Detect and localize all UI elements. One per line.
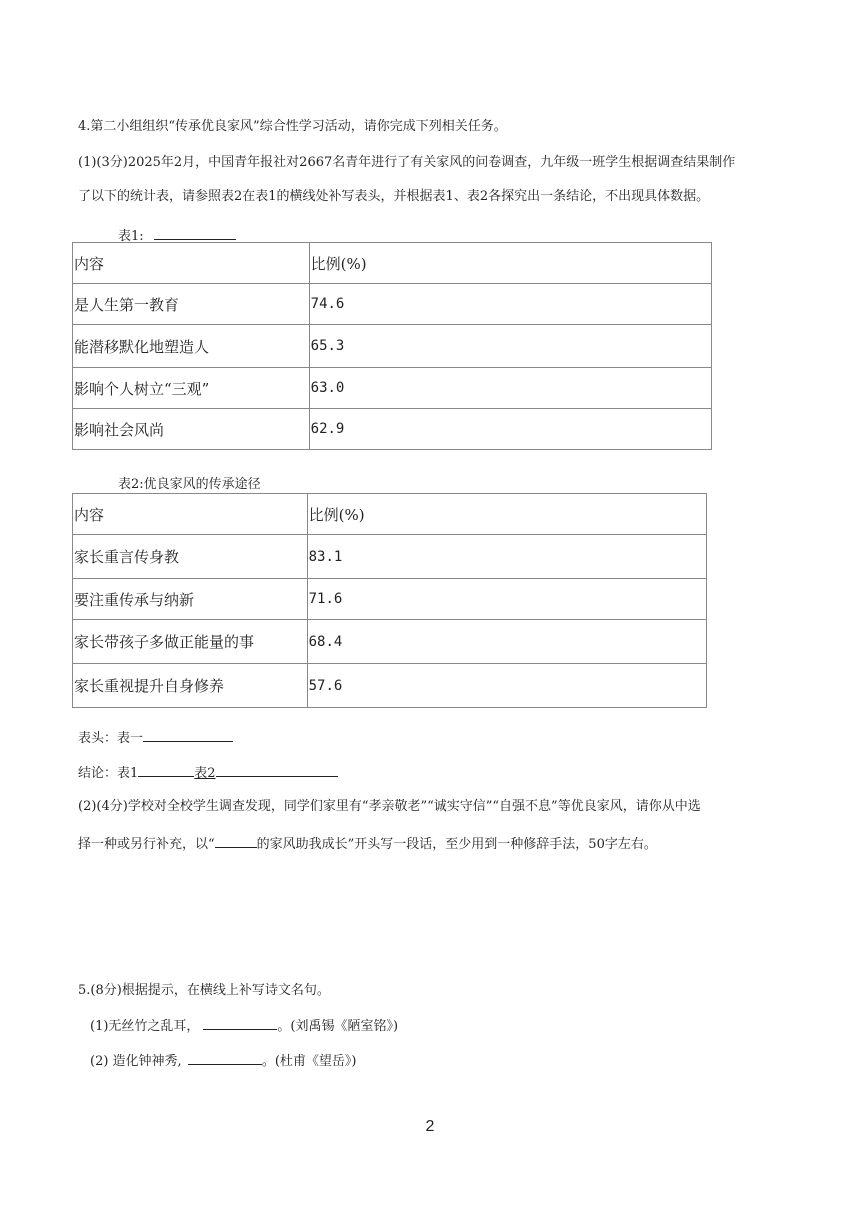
table1: [72, 242, 712, 450]
q4-part2-line1: (2)(4分)学校对全校学生调查发现，同学们家里有“孝亲敬老”“诚实守信”“自强不息”等优良家风，请你从中选: [78, 799, 701, 814]
table1-header-ratio: 比例(%): [309, 243, 711, 284]
q5-intro: 5.(8分)根据提示，在横线上补写诗文名句。: [78, 983, 330, 998]
q5-item2-blank[interactable]: [188, 1051, 262, 1065]
table1-cell-content: 能潜移默化地塑造人: [73, 325, 310, 368]
family-style-blank[interactable]: [215, 834, 257, 848]
table2-cell-content: 要注重传承与纳新: [73, 579, 308, 620]
answer-conclusion-row: [78, 763, 338, 783]
table-row: [73, 620, 707, 664]
table-row: [73, 368, 712, 409]
q4-part1-line1: (1)(3分)2025年2月，中国青年报社对2667名青年进行了有关家风的问卷调查，九年级一班学生根据调查结果制作: [78, 155, 736, 170]
table1-caption: 表1:: [118, 229, 144, 244]
q4-part1-line2: 了以下的统计表，请参照表2在表1的横线处补写表头，并根据表1、表2各探究出一条结论，不出现具体数据。: [78, 189, 710, 204]
table2-cell-content: 家长重视提升自身修养: [73, 664, 308, 708]
q5-item2-pre: (2) 造化钟神秀,: [90, 1054, 186, 1069]
table2-cell-ratio: 57.6: [307, 664, 706, 708]
table2-header-ratio: 比例(%): [307, 494, 706, 535]
table2-cell-ratio: 83.1: [307, 535, 706, 579]
table-row: [73, 284, 712, 325]
table1-cell-ratio: 63.0: [309, 368, 711, 409]
table2-cell-content: 家长重言传身教: [73, 535, 308, 579]
q5-item2: [90, 1051, 356, 1071]
q5-item1: [90, 1016, 398, 1036]
table1-cell-ratio: 74.6: [309, 284, 711, 325]
q4-part2-line2-pre: 择一种或另行补充，以“: [78, 837, 215, 852]
table2-caption: 表2:优良家风的传承途径: [118, 477, 261, 492]
table2-cell-ratio: 68.4: [307, 620, 706, 664]
table-row: [73, 579, 707, 620]
table1-header-content: 内容: [73, 243, 310, 284]
table1-cell-ratio: 62.9: [309, 409, 711, 450]
answer-conclusion-table2: 表2: [194, 766, 216, 781]
table2-header-content: 内容: [73, 494, 308, 535]
table-row: [73, 409, 712, 450]
table2-header-row: [73, 494, 707, 535]
table1-caption-blank[interactable]: [154, 226, 236, 240]
q5-item1-post: 。(刘禹锡《陋室铭》): [277, 1019, 399, 1034]
q5-item2-post: 。(杜甫《望岳》): [261, 1054, 357, 1069]
table-row: [73, 664, 707, 708]
answer-header-row: [78, 728, 233, 748]
table2-cell-content: 家长带孩子多做正能量的事: [73, 620, 308, 664]
table1-cell-ratio: 65.3: [309, 325, 711, 368]
answer-conclusion-label: 结论：表1: [78, 766, 139, 781]
page-number: 2: [425, 1118, 435, 1135]
table2-cell-ratio: 71.6: [307, 579, 706, 620]
table1-cell-content: 影响社会风尚: [73, 409, 310, 450]
table1-cell-content: 影响个人树立“三观”: [73, 368, 310, 409]
conclusion-table1-blank[interactable]: [138, 763, 194, 777]
q4-part2-line2: [78, 834, 657, 854]
table2: [72, 493, 707, 708]
table-row: [73, 325, 712, 368]
answer-header-blank[interactable]: [143, 728, 233, 742]
q4-part2-line2-post: 的家风助我成长”开头写一段话，至少用到一种修辞手法，50字左右。: [256, 837, 657, 852]
table1-cell-content: 是人生第一教育: [73, 284, 310, 325]
q4-intro: 4.第二小组组织“传承优良家风”综合性学习活动，请你完成下列相关任务。: [78, 119, 507, 134]
answer-header-label: 表头：表一: [78, 731, 144, 746]
q5-item1-blank[interactable]: [203, 1016, 277, 1030]
conclusion-table2-blank[interactable]: [216, 763, 338, 777]
q5-item1-pre: (1)无丝竹之乱耳，: [90, 1019, 200, 1034]
table-row: [73, 535, 707, 579]
table1-header-row: [73, 243, 712, 284]
